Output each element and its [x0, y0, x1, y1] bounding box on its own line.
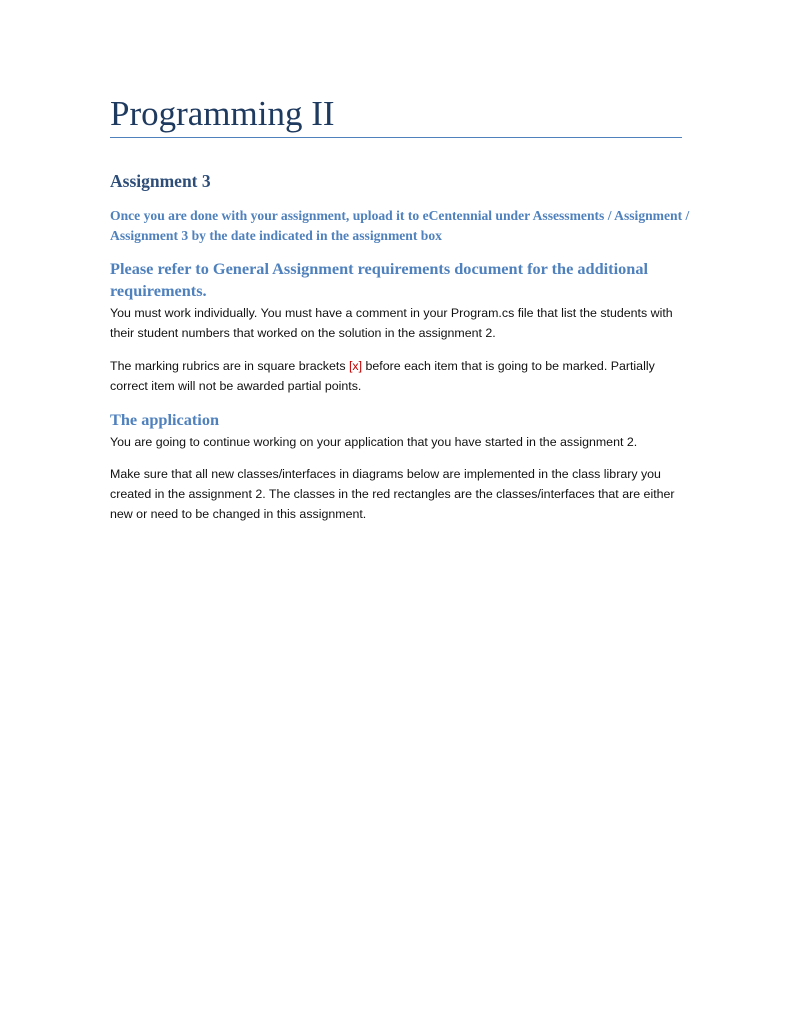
assignment-heading: Assignment 3 — [110, 171, 211, 191]
rubric-text-after: before each item that is going to be marked. Partially correct item will not be awarded partial points. — [110, 359, 655, 393]
continue-paragraph: You are going to continue working on your application that you have started in the assignment 2. — [110, 435, 638, 449]
document-title: Programming II — [110, 94, 335, 133]
classes-paragraph: Make sure that all new classes/interfaces in diagrams below are implemented in the class library you created in the assignment 2. The classes in the red rectangles are the classes/interfaces that are either new or need to be changed in this assignment. — [110, 467, 675, 521]
rubric-paragraph — [110, 356, 682, 396]
individual-work-paragraph: You must work individually. You must have a comment in your Program.cs file that list the students with their student numbers that worked on the solution in the assignment 2. — [110, 306, 673, 340]
application-heading: The application — [110, 410, 220, 429]
rubric-mark: [x] — [348, 359, 363, 373]
upload-instructions: Once you are done with your assignment, upload it to eCentennial under Assessments / Assignment / Assignment 3 by the date indicated in the assignment box — [110, 208, 690, 243]
title-underline — [110, 137, 682, 138]
rubric-text-before: The marking rubrics are in square brackets — [110, 359, 349, 373]
requirements-heading: Please refer to General Assignment requirements document for the additional requirements. — [110, 259, 648, 300]
